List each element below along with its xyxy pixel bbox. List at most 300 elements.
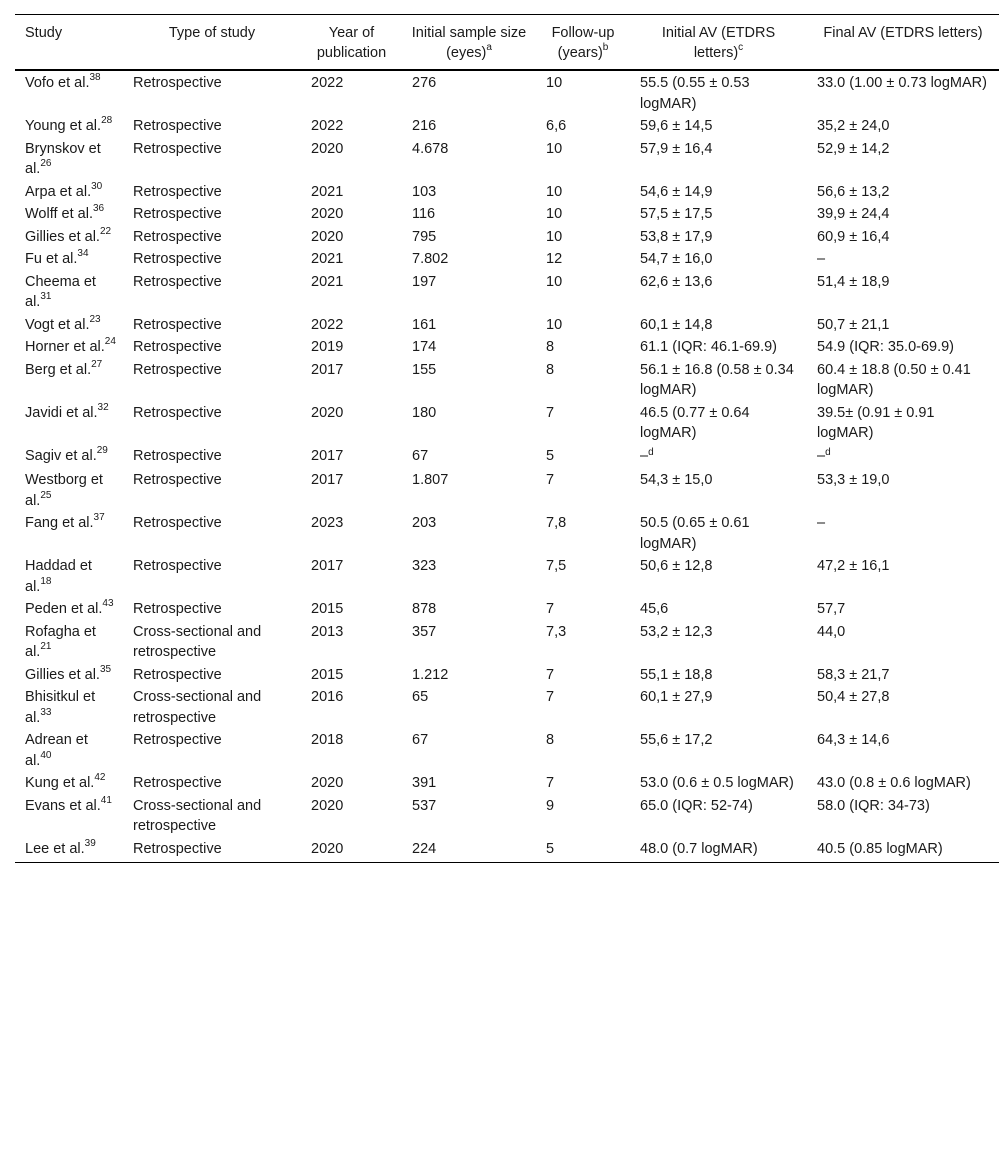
table-row <box>15 270 999 313</box>
cell-year-value: 2022 <box>311 75 344 91</box>
initial-av-value: – <box>640 447 649 464</box>
footnote-marker: a <box>486 42 492 54</box>
cell-follow-up-value: 5 <box>546 840 555 857</box>
study-author: Vogt et al. <box>25 316 90 333</box>
cell-type <box>123 663 301 686</box>
cell-study <box>15 313 123 336</box>
cell-final-av <box>807 468 999 511</box>
cell-study <box>15 114 123 137</box>
cell-follow-up-value: 12 <box>546 251 563 267</box>
cell-type-value: Retrospective <box>133 447 222 464</box>
initial-av-value: 55.5 (0.55 ± 0.53 logMAR) <box>640 75 750 112</box>
cell-sample-size-value: 1.212 <box>412 666 449 683</box>
initial-av-value: 57,9 ± 16,4 <box>640 140 713 157</box>
cell-type-value: Retrospective <box>133 183 222 200</box>
cell-follow-up <box>536 685 630 728</box>
cell-follow-up-value: 10 <box>546 140 563 157</box>
cell-study <box>15 685 123 728</box>
final-av-value: 58,3 ± 21,7 <box>817 666 890 683</box>
cell-study <box>15 270 123 313</box>
cell-sample-size <box>402 597 536 620</box>
reference-number: 38 <box>89 72 101 84</box>
cell-initial-av <box>630 728 807 771</box>
cell-sample-size-value: 216 <box>412 118 437 134</box>
studies-table-container <box>15 14 999 863</box>
cell-final-av <box>807 137 999 180</box>
cell-study <box>15 358 123 401</box>
cell-study <box>15 663 123 686</box>
cell-final-av <box>807 114 999 137</box>
cell-year-value: 2017 <box>311 361 344 378</box>
cell-sample-size <box>402 247 536 270</box>
initial-av-value: 45,6 <box>640 601 669 617</box>
reference-number: 18 <box>40 575 52 587</box>
study-author: Bhisitkul et al. <box>25 689 96 726</box>
reference-number: 30 <box>91 180 103 192</box>
table-row <box>15 597 999 620</box>
initial-av-value: 56.1 ± 16.8 (0.58 ± 0.34 logMAR) <box>640 361 794 398</box>
study-author: Vofo et al. <box>25 75 90 91</box>
cell-type <box>123 728 301 771</box>
cell-follow-up <box>536 444 630 469</box>
cell-follow-up <box>536 70 630 114</box>
study-author: Peden et al. <box>25 601 103 617</box>
final-av-value: – <box>817 447 826 464</box>
final-av-value: – <box>817 515 826 531</box>
table-row <box>15 837 999 863</box>
cell-type <box>123 180 301 203</box>
cell-final-av <box>807 837 999 863</box>
cell-year-value: 2015 <box>311 601 344 617</box>
cell-sample-size-value: 357 <box>412 623 437 640</box>
footnote-marker: c <box>738 42 744 54</box>
final-av-value: 35,2 ± 24,0 <box>817 118 890 134</box>
cell-initial-av <box>630 468 807 511</box>
final-av-value: 57,7 <box>817 601 846 617</box>
cell-year-value: 2017 <box>311 472 344 488</box>
cell-follow-up-value: 7 <box>546 404 555 421</box>
cell-initial-av <box>630 180 807 203</box>
cell-follow-up-value: 8 <box>546 361 555 378</box>
study-author: Gillies et al. <box>25 228 100 245</box>
table-row <box>15 137 999 180</box>
table-row <box>15 70 999 114</box>
cell-initial-av <box>630 771 807 794</box>
cell-initial-av <box>630 270 807 313</box>
cell-year <box>301 247 402 270</box>
final-av-value: 39.5± (0.91 ± 0.91 logMAR) <box>817 404 935 441</box>
reference-number: 39 <box>84 837 96 849</box>
table-row <box>15 771 999 794</box>
cell-initial-av <box>630 444 807 469</box>
cell-sample-size <box>402 225 536 248</box>
cell-year <box>301 663 402 686</box>
initial-av-value: 55,1 ± 18,8 <box>640 666 713 683</box>
final-av-value: 50,4 ± 27,8 <box>817 689 890 705</box>
cell-type <box>123 837 301 863</box>
cell-type-value: Retrospective <box>133 361 222 378</box>
study-author: Javidi et al. <box>25 404 98 421</box>
cell-final-av <box>807 444 999 469</box>
cell-type-value: Retrospective <box>133 273 222 290</box>
cell-sample-size <box>402 685 536 728</box>
cell-study <box>15 771 123 794</box>
cell-year-value: 2019 <box>311 339 344 355</box>
header-study: Study <box>15 15 123 71</box>
cell-year <box>301 401 402 444</box>
cell-follow-up-value: 10 <box>546 316 563 333</box>
cell-type-value: Retrospective <box>133 601 222 617</box>
cell-follow-up-value: 5 <box>546 447 555 464</box>
cell-sample-size-value: 323 <box>412 558 437 574</box>
reference-number: 21 <box>40 641 52 653</box>
cell-type-value: Retrospective <box>133 775 222 791</box>
initial-av-value: 50,6 ± 12,8 <box>640 558 713 574</box>
study-author: Lee et al. <box>25 840 85 857</box>
cell-year <box>301 270 402 313</box>
cell-sample-size-value: 224 <box>412 840 437 857</box>
cell-follow-up <box>536 794 630 837</box>
cell-year <box>301 114 402 137</box>
cell-study <box>15 180 123 203</box>
cell-sample-size-value: 67 <box>412 447 429 464</box>
cell-initial-av <box>630 335 807 358</box>
table-row <box>15 794 999 837</box>
footnote-marker: d <box>648 446 654 458</box>
header-follow-up: Follow-up (years)$^b$ <box>536 15 630 71</box>
cell-initial-av <box>630 70 807 114</box>
cell-sample-size-value: 537 <box>412 797 437 814</box>
cell-study <box>15 837 123 863</box>
cell-year-value: 2021 <box>311 251 344 267</box>
final-av-value: 33.0 (1.00 ± 0.73 logMAR) <box>817 75 987 91</box>
cell-follow-up <box>536 511 630 554</box>
table-row <box>15 247 999 270</box>
reference-number: 37 <box>93 512 105 524</box>
cell-final-av <box>807 554 999 597</box>
cell-year <box>301 511 402 554</box>
cell-type-value: Retrospective <box>133 472 222 488</box>
cell-type-value: Retrospective <box>133 558 222 574</box>
cell-type <box>123 597 301 620</box>
cell-follow-up <box>536 554 630 597</box>
cell-type <box>123 270 301 313</box>
cell-type-value: Retrospective <box>133 75 222 91</box>
cell-follow-up-value: 9 <box>546 797 555 814</box>
cell-sample-size-value: 276 <box>412 75 437 91</box>
study-author: Haddad et al. <box>25 558 92 595</box>
initial-av-value: 53.0 (0.6 ± 0.5 logMAR) <box>640 775 794 791</box>
cell-year <box>301 685 402 728</box>
cell-sample-size-value: 180 <box>412 404 437 421</box>
cell-sample-size <box>402 358 536 401</box>
cell-year <box>301 335 402 358</box>
cell-year-value: 2020 <box>311 404 344 421</box>
cell-type <box>123 401 301 444</box>
initial-av-value: 60,1 ± 27,9 <box>640 689 713 705</box>
cell-type <box>123 468 301 511</box>
cell-final-av <box>807 270 999 313</box>
cell-type-value: Retrospective <box>133 840 222 857</box>
cell-sample-size <box>402 468 536 511</box>
table-row <box>15 444 999 469</box>
cell-initial-av <box>630 663 807 686</box>
cell-follow-up <box>536 663 630 686</box>
cell-type <box>123 70 301 114</box>
cell-sample-size <box>402 837 536 863</box>
reference-number: 23 <box>89 313 101 325</box>
reference-number: 29 <box>96 444 108 456</box>
final-av-value: 43.0 (0.8 ± 0.6 logMAR) <box>817 775 971 791</box>
reference-number: 25 <box>40 489 52 501</box>
cell-initial-av <box>630 837 807 863</box>
reference-number: 28 <box>101 115 113 127</box>
cell-final-av <box>807 225 999 248</box>
cell-sample-size <box>402 620 536 663</box>
table-row <box>15 335 999 358</box>
cell-sample-size-value: 1.807 <box>412 472 449 488</box>
cell-year <box>301 771 402 794</box>
cell-follow-up-value: 8 <box>546 339 555 355</box>
cell-year-value: 2022 <box>311 316 344 333</box>
cell-type-value: Retrospective <box>133 666 222 683</box>
final-av-value: 44,0 <box>817 623 846 640</box>
cell-study <box>15 444 123 469</box>
cell-follow-up-value: 7 <box>546 689 555 705</box>
cell-follow-up-value: 10 <box>546 228 563 245</box>
cell-year-value: 2020 <box>311 206 344 222</box>
table-row <box>15 225 999 248</box>
cell-year-value: 2018 <box>311 732 344 748</box>
cell-study <box>15 468 123 511</box>
cell-type <box>123 313 301 336</box>
initial-av-value: 61.1 (IQR: 46.1-69.9) <box>640 339 778 355</box>
cell-type <box>123 444 301 469</box>
cell-follow-up <box>536 728 630 771</box>
cell-year-value: 2017 <box>311 447 344 464</box>
table-row <box>15 663 999 686</box>
study-author: Horner et al. <box>25 339 105 355</box>
cell-study <box>15 247 123 270</box>
cell-study <box>15 597 123 620</box>
cell-final-av <box>807 401 999 444</box>
cell-final-av <box>807 335 999 358</box>
cell-year <box>301 597 402 620</box>
cell-initial-av <box>630 137 807 180</box>
final-av-value: 53,3 ± 19,0 <box>817 472 890 488</box>
cell-year-value: 2022 <box>311 118 344 134</box>
cell-type <box>123 137 301 180</box>
reference-number: 35 <box>99 663 112 675</box>
cell-follow-up <box>536 358 630 401</box>
cell-type <box>123 794 301 837</box>
cell-type-value: Retrospective <box>133 404 222 421</box>
cell-final-av <box>807 202 999 225</box>
initial-av-value: 60,1 ± 14,8 <box>640 316 713 333</box>
cell-study <box>15 335 123 358</box>
cell-type-value: Retrospective <box>133 140 222 157</box>
cell-study <box>15 401 123 444</box>
cell-sample-size <box>402 771 536 794</box>
study-author: Cheema et al. <box>25 273 96 310</box>
study-author: Westborg et al. <box>25 472 103 509</box>
cell-year <box>301 620 402 663</box>
cell-sample-size <box>402 270 536 313</box>
cell-year <box>301 468 402 511</box>
header-row <box>15 15 999 71</box>
cell-sample-size <box>402 728 536 771</box>
cell-type-value: Retrospective <box>133 118 222 134</box>
studies-table <box>15 14 999 863</box>
cell-sample-size-value: 391 <box>412 775 437 791</box>
initial-av-value: 55,6 ± 17,2 <box>640 732 713 748</box>
cell-year-value: 2020 <box>311 228 344 245</box>
cell-follow-up <box>536 180 630 203</box>
cell-initial-av <box>630 597 807 620</box>
cell-sample-size <box>402 313 536 336</box>
cell-type <box>123 771 301 794</box>
cell-follow-up <box>536 597 630 620</box>
cell-sample-size-value: 197 <box>412 273 437 290</box>
cell-year <box>301 358 402 401</box>
final-av-value: – <box>817 251 826 267</box>
initial-av-value: 59,6 ± 14,5 <box>640 118 713 134</box>
cell-study <box>15 511 123 554</box>
cell-follow-up <box>536 313 630 336</box>
cell-final-av <box>807 771 999 794</box>
cell-year-value: 2021 <box>311 273 344 290</box>
study-author: Brynskov et al. <box>25 140 101 177</box>
cell-final-av <box>807 70 999 114</box>
cell-type <box>123 114 301 137</box>
cell-follow-up <box>536 401 630 444</box>
cell-follow-up <box>536 837 630 863</box>
cell-final-av <box>807 794 999 837</box>
cell-sample-size <box>402 794 536 837</box>
cell-type-value: Cross-sectional and retrospective <box>133 797 262 834</box>
study-author: Sagiv et al. <box>25 447 97 464</box>
cell-study <box>15 225 123 248</box>
footnote-marker: b <box>602 42 609 54</box>
cell-initial-av <box>630 685 807 728</box>
table-row <box>15 358 999 401</box>
initial-av-value: 65.0 (IQR: 52-74) <box>640 797 753 814</box>
initial-av-value: 50.5 (0.65 ± 0.61 logMAR) <box>640 515 750 552</box>
header-type: Type of study <box>123 15 301 71</box>
cell-year <box>301 180 402 203</box>
reference-number: 32 <box>97 401 109 413</box>
table-row <box>15 728 999 771</box>
cell-final-av <box>807 180 999 203</box>
cell-type-value: Cross-sectional and retrospective <box>133 689 262 726</box>
cell-year <box>301 837 402 863</box>
cell-follow-up <box>536 247 630 270</box>
final-av-value: 64,3 ± 14,6 <box>817 732 890 748</box>
cell-follow-up-value: 7,5 <box>546 558 567 574</box>
final-av-value: 60,9 ± 16,4 <box>817 228 890 245</box>
table-body <box>15 70 999 863</box>
cell-initial-av <box>630 620 807 663</box>
initial-av-value: 48.0 (0.7 logMAR) <box>640 840 758 857</box>
cell-follow-up-value: 8 <box>546 732 555 748</box>
cell-type <box>123 335 301 358</box>
final-av-value: 60.4 ± 18.8 (0.50 ± 0.41 logMAR) <box>817 361 971 398</box>
cell-final-av <box>807 685 999 728</box>
cell-sample-size-value: 795 <box>412 228 437 245</box>
final-av-value: 58.0 (IQR: 34-73) <box>817 797 930 814</box>
cell-sample-size <box>402 202 536 225</box>
cell-type-value: Retrospective <box>133 206 222 222</box>
cell-follow-up-value: 6,6 <box>546 118 567 134</box>
study-author: Gillies et al. <box>25 666 100 683</box>
cell-type <box>123 202 301 225</box>
cell-sample-size <box>402 335 536 358</box>
cell-sample-size-value: 161 <box>412 316 437 333</box>
cell-type <box>123 620 301 663</box>
initial-av-value: 54,7 ± 16,0 <box>640 251 713 267</box>
cell-year-value: 2013 <box>311 623 344 640</box>
cell-year <box>301 313 402 336</box>
cell-type <box>123 685 301 728</box>
cell-year <box>301 554 402 597</box>
cell-type <box>123 225 301 248</box>
cell-sample-size <box>402 401 536 444</box>
cell-final-av <box>807 620 999 663</box>
final-av-value: 50,7 ± 21,1 <box>817 316 890 333</box>
cell-final-av <box>807 247 999 270</box>
cell-year <box>301 794 402 837</box>
table-row <box>15 313 999 336</box>
table-row <box>15 114 999 137</box>
cell-initial-av <box>630 511 807 554</box>
cell-year <box>301 225 402 248</box>
cell-initial-av <box>630 554 807 597</box>
table-row <box>15 202 999 225</box>
study-author: Rofagha et al. <box>25 623 96 660</box>
cell-sample-size-value: 878 <box>412 601 437 617</box>
cell-year-value: 2017 <box>311 558 344 574</box>
initial-av-value: 62,6 ± 13,6 <box>640 273 713 290</box>
cell-year-value: 2021 <box>311 183 344 200</box>
cell-sample-size-value: 7.802 <box>412 251 449 267</box>
table-row <box>15 620 999 663</box>
cell-final-av <box>807 313 999 336</box>
cell-sample-size <box>402 511 536 554</box>
cell-final-av <box>807 728 999 771</box>
cell-sample-size <box>402 114 536 137</box>
table-row <box>15 554 999 597</box>
table-row <box>15 511 999 554</box>
initial-av-value: 54,6 ± 14,9 <box>640 183 713 200</box>
final-av-value: 54.9 (IQR: 35.0-69.9) <box>817 339 955 355</box>
cell-initial-av <box>630 358 807 401</box>
cell-follow-up <box>536 225 630 248</box>
reference-number: 27 <box>91 358 103 370</box>
cell-study <box>15 728 123 771</box>
cell-type <box>123 511 301 554</box>
cell-type-value: Retrospective <box>133 316 222 333</box>
reference-number: 36 <box>92 203 105 215</box>
cell-type-value: Retrospective <box>133 251 222 267</box>
reference-number: 43 <box>102 598 114 610</box>
cell-follow-up <box>536 620 630 663</box>
final-av-value: 51,4 ± 18,9 <box>817 273 890 290</box>
cell-sample-size <box>402 137 536 180</box>
table-row <box>15 180 999 203</box>
cell-study <box>15 70 123 114</box>
cell-year-value: 2020 <box>311 840 344 857</box>
cell-year-value: 2023 <box>311 515 344 531</box>
